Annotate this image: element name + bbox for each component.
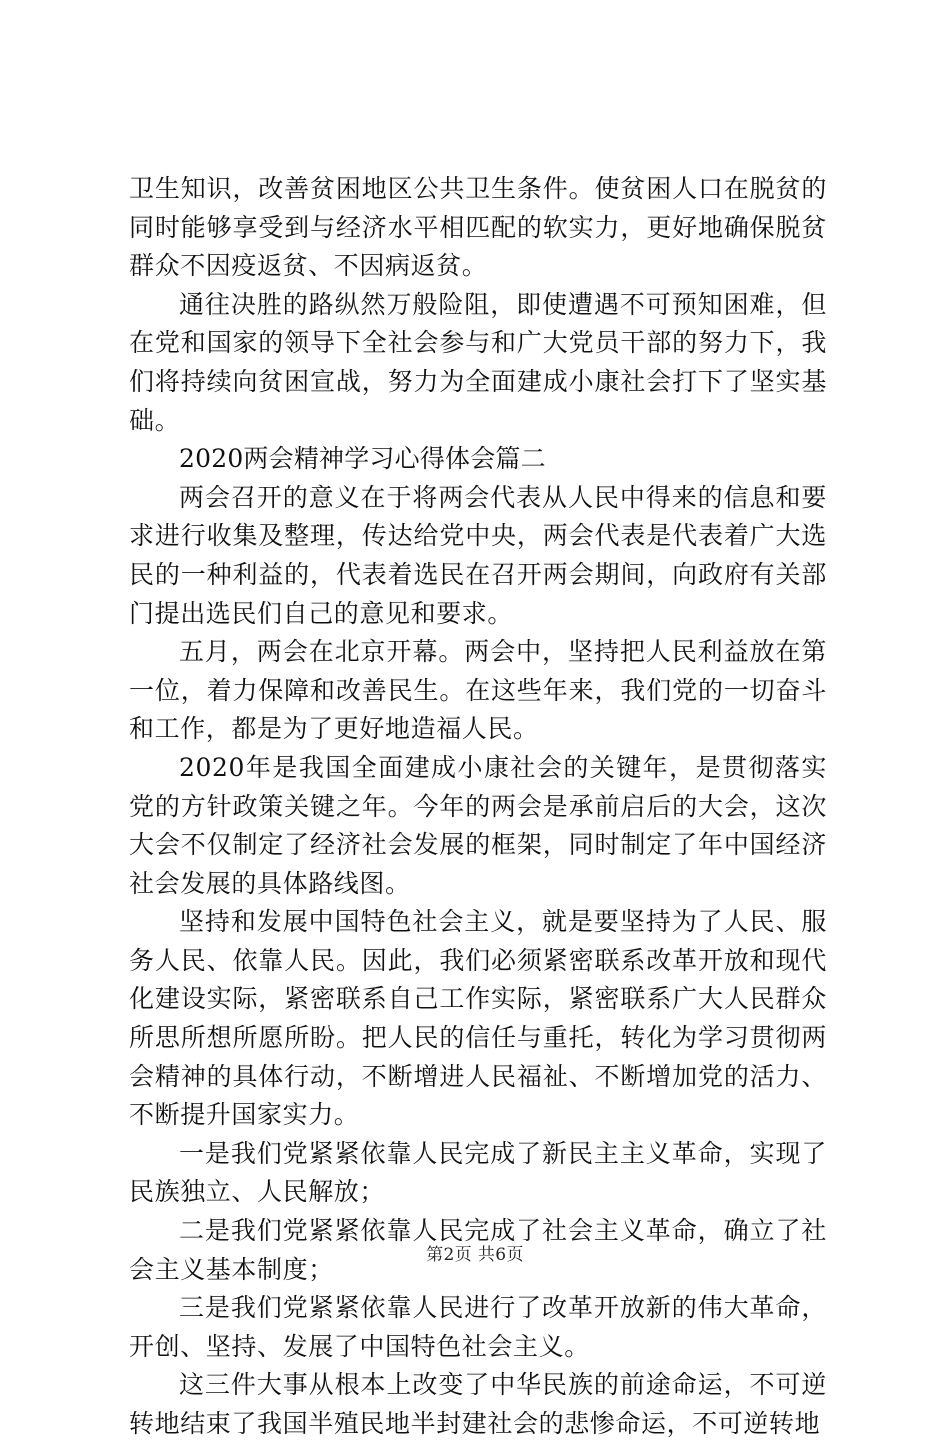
paragraph: 坚持和发展中国特色社会主义，就是要坚持为了人民、服务人民、依靠人民。因此，我们必须紧密联系改革开放和现代化建设实际，紧密联系自己工作实际，紧密联系广大人民群众所思所想所愿所盼。把人民的信任与重托，转化为学习贯彻两会精神的具体行动，不断增进人民福祉、不断增加党的活力、不断提升国家实力。 xyxy=(129,907,827,1130)
paragraph: 通往决胜的路纵然万般险阻，即使遭遇不可预知困难，但在党和国家的领导下全社会参与和广大党员干部的努力下，我们将持续向贫困宣战，努力为全面建成小康社会打下了坚实基础。 xyxy=(129,289,827,435)
section-heading: 2020两会精神学习心得体会篇二 xyxy=(179,444,546,474)
paragraph: 五月，两会在北京开幕。两会中，坚持把人民利益放在第一位，着力保障和改善民生。在这些年来，我们党的一切奋斗和工作，都是为了更好地造福人民。 xyxy=(129,637,827,744)
paragraph: 两会召开的意义在于将两会代表从人民中得来的信息和要求进行收集及整理，传达给党中央，两会代表是代表着广大选民的一种利益的，代表着选民在召开两会期间，向政府有关部门提出选民们自己的意见和要求。 xyxy=(129,482,827,628)
paragraph: 2020年是我国全面建成小康社会的关键年，是贯彻落实党的方针政策关键之年。今年的两会是承前启后的大会，这次大会不仅制定了经济社会发展的框架，同时制定了年中国经济社会发展的具体路线图。 xyxy=(129,752,827,898)
paragraph-continued: 卫生知识，改善贫困地区公共卫生条件。使贫困人口在脱贫的同时能够享受到与经济水平相匹配的软实力，更好地确保脱贫群众不因疫返贫、不因病返贫。 xyxy=(129,174,827,281)
paragraph: 三是我们党紧紧依靠人民进行了改革开放新的伟大革命，开创、坚持、发展了中国特色社会主义。 xyxy=(129,1293,827,1361)
paragraph: 二是我们党紧紧依靠人民完成了社会主义革命，确立了社会主义基本制度； xyxy=(129,1216,827,1284)
paragraph-continues: 这三件大事从根本上改变了中华民族的前途命运，不可逆转地结束了我国半殖民地半封建社会的悲惨命运，不可逆转地 xyxy=(129,1370,827,1438)
paragraph: 一是我们党紧紧依靠人民完成了新民主主义革命，实现了民族独立、人民解放； xyxy=(129,1138,827,1207)
page-number-footer: 第2页 共6页 xyxy=(426,1245,524,1265)
